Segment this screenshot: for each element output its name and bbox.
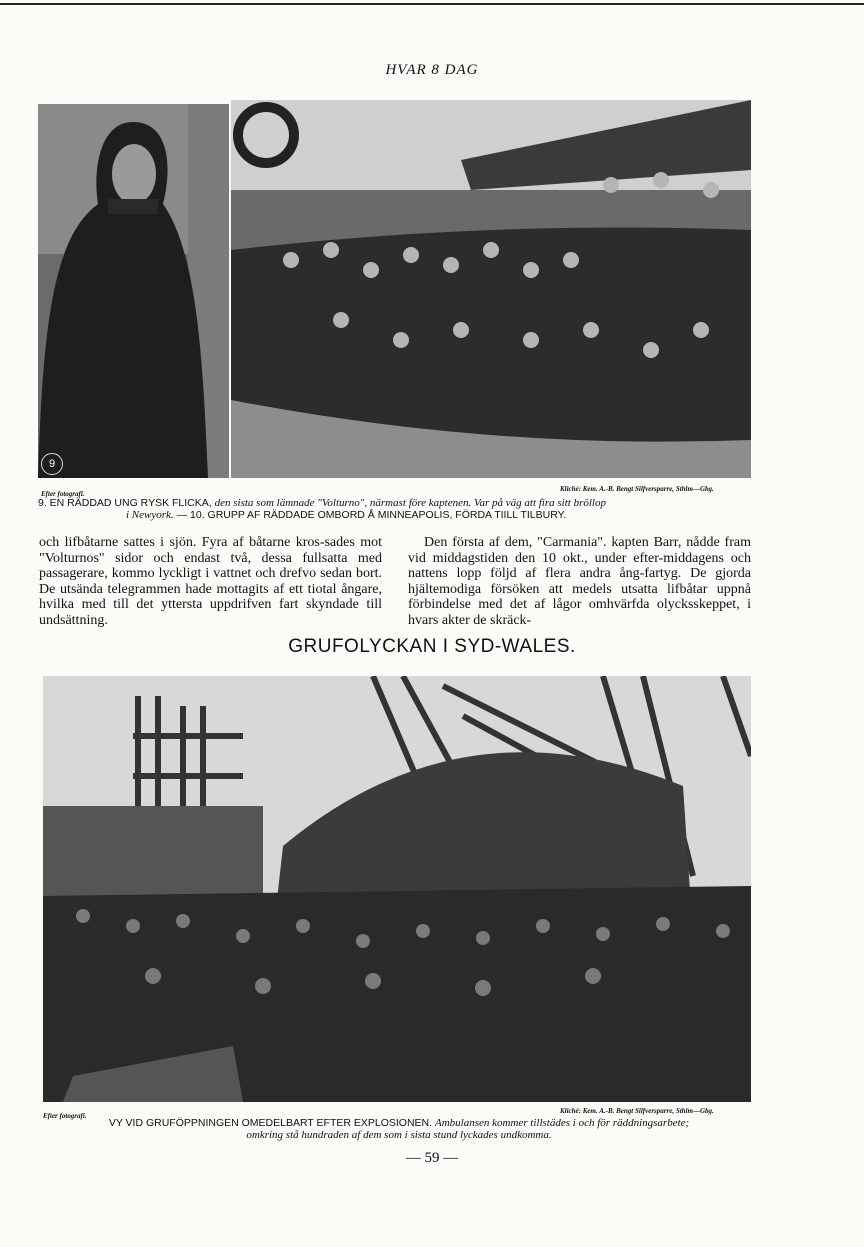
photo-number-badge: 9 bbox=[41, 453, 63, 475]
page-number: — 59 — bbox=[405, 1150, 459, 1166]
photo-credit-left: Efter fotografi. bbox=[41, 490, 85, 498]
mine-caption-italic-1: Ambulansen kommer tillstädes i och för räddningsarbete; bbox=[434, 1117, 690, 1129]
running-title: HVAR 8 DAG bbox=[385, 62, 479, 78]
caption-rest: — 10. GRUPP AF RÄDDADE OMBORD Å MINNEAPOLIS, FÖRDA TIILL TILBURY. bbox=[176, 509, 567, 521]
photo-credit-right: Kliché: Kem. A.-B. Bengt Silfversparre, Sthlm—Gbg. bbox=[560, 485, 714, 493]
mine-caption-prefix: VY VID GRUFÖPPNINGEN OMEDELBART EFTER EXPLOSIONEN. bbox=[108, 1117, 433, 1129]
mine-caption-italic-2: omkring stå hundraden af dem som i sista stund lyckades undkomma. bbox=[246, 1129, 552, 1141]
photo-row-caption bbox=[38, 497, 754, 521]
photo-rescued-girl bbox=[38, 104, 229, 478]
caption-italic-2: i Newyork. bbox=[126, 509, 174, 521]
caption-prefix: 9. EN RÄDDAD UNG RYSK FLICKA, bbox=[38, 497, 212, 509]
mine-credit-left: Efter fotografi. bbox=[43, 1112, 87, 1120]
text-column-right: Den första af dem, "Carmania". kapten Barr, nådde fram vid middagstiden den 10 okt., under efter-middagens och nattens lopp följd af flera andra ång-fartyg. De gjorda hjältemodiga försöken att medels utsatta lifbåtar uppnå förbindelse med det af lågor omhvärfda olycksskeppet, i hvars akter de skräck- bbox=[408, 535, 751, 628]
photo-rescued-group bbox=[231, 100, 751, 478]
top-rule bbox=[0, 3, 864, 5]
caption-italic: den sista som lämnade "Volturno", närmast före kaptenen. Var på väg att fira sitt bröllop bbox=[214, 497, 606, 509]
text-column-left: och lifbåtarne sattes i sjön. Fyra af båtarne kros-sades mot "Volturnos" sidor och endast två, dessa fullsatta med passagerare, kommo lyckligt i vattnet och drefvo sedan bort. De utsända telegrammen hade mottagits af ett tiotal ångare, hvilka med till det yttersta uppdrifven fart skyndade till undsättning. bbox=[39, 535, 382, 628]
section-heading: GRUFOLYCKAN I SYD-WALES. bbox=[288, 636, 576, 657]
photo-mine-entrance bbox=[43, 676, 751, 1102]
mine-credit-right: Kliché: Kem. A.-B. Bengt Silfversparre, Sthlm—Gbg. bbox=[560, 1107, 714, 1115]
mine-caption bbox=[43, 1117, 755, 1141]
